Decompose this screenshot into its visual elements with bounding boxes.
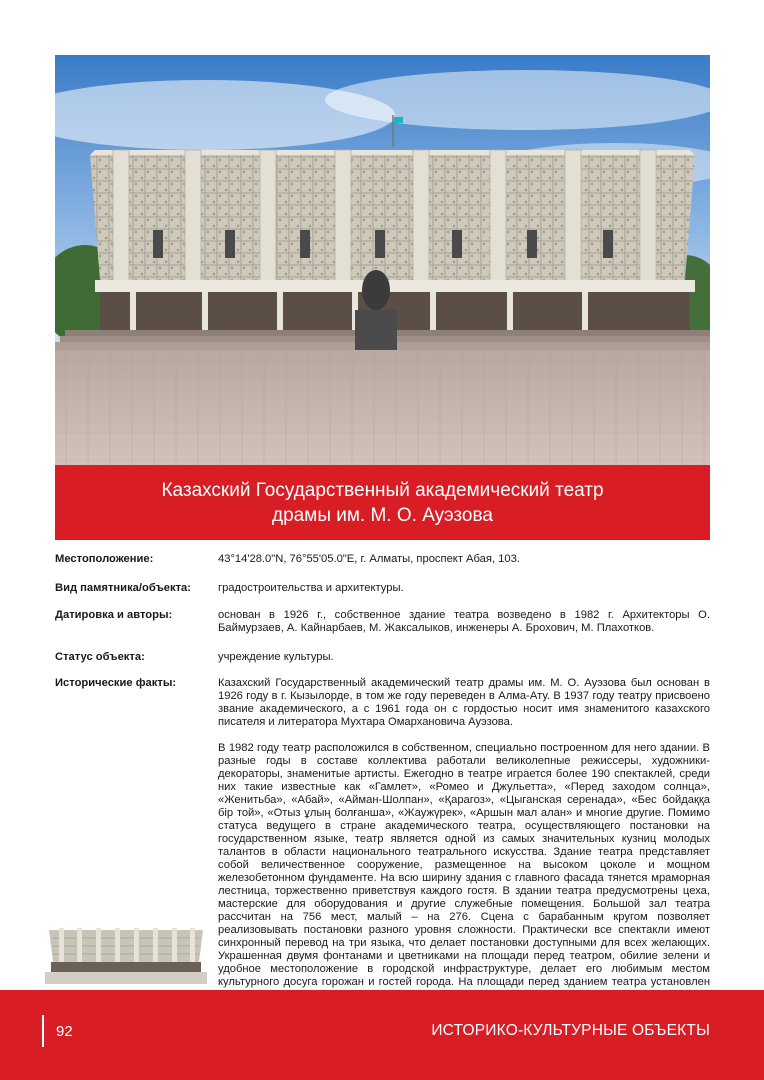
paragraph-1: Казахский Государственный академический театр драмы им. М. О. Ауэзова был основан в 1926 году в г. Кызылорде, в том же году переведен в Алма-Ату. В 1937 году театру присвоено звание академического, а с 1961 года он с гордостью носит имя знаменитого казахского писателя и литератора Мухтара Омархановича Ауэзова. [218, 677, 710, 728]
section-title: ИСТОРИКО-КУЛЬТУРНЫЕ ОБЪЕКТЫ [431, 1022, 710, 1039]
field-label: Местоположение: [55, 553, 154, 565]
page-number: 92 [56, 1023, 73, 1040]
field-value: учреждение культуры. [218, 651, 334, 663]
footer-divider [42, 1015, 44, 1047]
title-banner [55, 465, 710, 540]
field-label: Исторические факты: [55, 677, 177, 689]
field-value: градостроительства и архитектуры. [218, 582, 404, 594]
field-label: Вид памятника/объекта: [55, 582, 191, 594]
historical-facts-text [218, 677, 710, 1002]
field-value: основан в 1926 г., собственное здание театра возведено в 1982 г. Архитекторы О. Баймурзаев, А. Кайнарбаев, М. Жаксалыков, инженеры А. Брохович, М. Плахотков. [218, 609, 710, 634]
page-title [103, 478, 663, 528]
field-value: 43°14'28.0"N, 76°55'05.0"E, г. Алматы, проспект Абая, 103. [218, 553, 520, 565]
paragraph-2: В 1982 году театр расположился в собственном, специально построенном для него здании. В разные годы в составе коллектива работали великолепные режиссеры, художники-декораторы, знаменитые артисты. Ежегодно в театре играется более 190 спектаклей, среди них такие известные как «Гамлет», «Ромео и Джульетта», «Перед заходом солнца», «Женитьба», «Абай», «Айман-Шолпан», «Қарагоз», «Цыганская серенада», «Бес бойдаққа бір той», «Отыз ұлың болғанша», «Жаужүрек», «Аршын мал алан» и многие другие. Помимо статуса ведущего в стране академического театра, осуществляющего постановки на государственном языке, театр является одной из самых значительных кузниц молодых талантов в области национального театрального искусства. Здание театра представляет собой величественное сооружение, размещенное на высоком цоколе и мощном железобетонном фундаменте. На всю ширину здания с главного фасада тянется мраморная лестница, торжественно приветствуя каждого гостя. В здании театра предусмотрены цеха, мастерские для оборудования и другие служебные помещения. Большой зал театра рассчитан на 756 мест, малый – на 276. Сцена с барабанным кругом позволяет реализовывать постановки разного уровня сложности. Практически все спектакли имеют синхронный перевод на три языка, что делает постановки доступными для всех желающих. Украшенная двумя фонтанами и цветниками на площади перед театром, обилие зелени и удобное местоположение в городской инфраструктуре, делает его любимым местом культурного досуга горожан и гостей города. На площади перед зданием театра установлен [218, 742, 710, 988]
field-label: Статус объекта: [55, 651, 145, 663]
facade-thumbnail [45, 924, 207, 984]
title-line-2: драмы им. М. О. Ауэзова [272, 504, 493, 526]
field-label: Датировка и авторы: [55, 609, 173, 621]
theatre-photo [55, 55, 710, 465]
title-line-1: Казахский Государственный академический театр [161, 479, 604, 501]
page-footer [0, 990, 764, 1080]
